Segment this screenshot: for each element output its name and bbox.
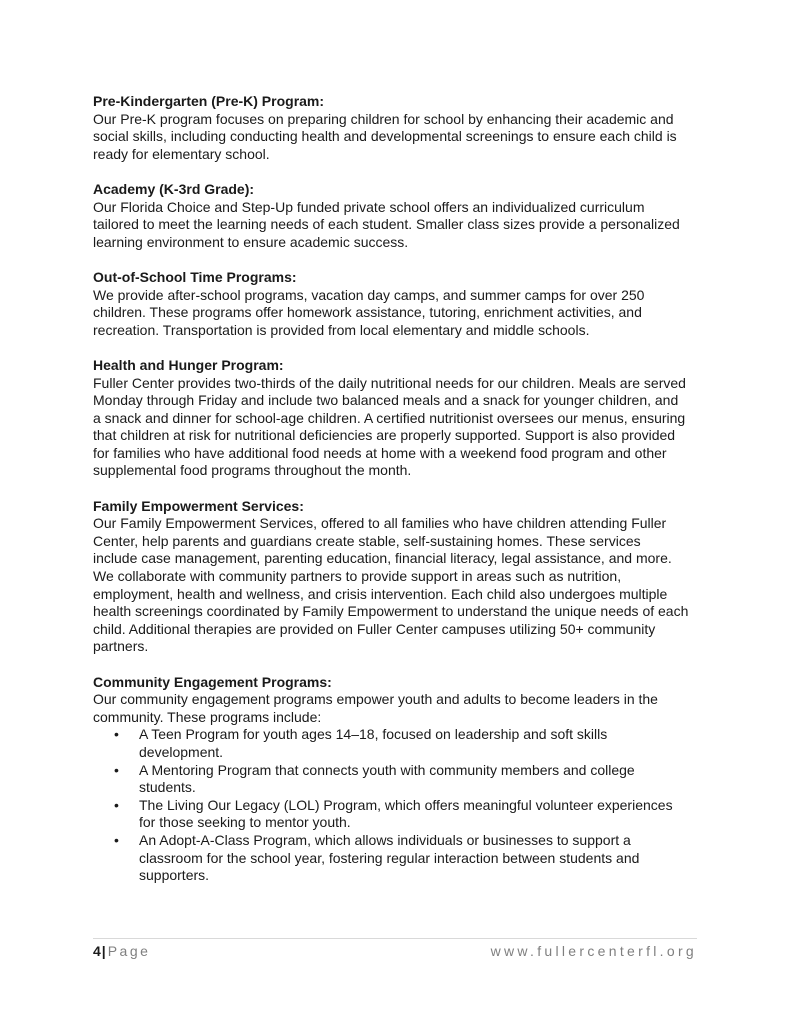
section-body (93, 691, 705, 726)
list-item-line: A Teen Program for youth ages 14–18, focused on leadership and soft skills (139, 726, 608, 743)
text-line: learning environment to ensure academic success. (93, 233, 409, 250)
bullet-icon: • (114, 761, 119, 778)
text-line: that children at risk for nutritional deficiencies are properly supported. Support is also provided (93, 427, 676, 444)
bullet-icon: • (114, 726, 119, 743)
list-item (93, 832, 705, 885)
section-heading: Out-of-School Time Programs: (93, 268, 297, 285)
bullet-icon: • (114, 831, 119, 848)
text-line: social skills, including conducting health and developmental screenings to ensure each child is (93, 128, 677, 145)
list-item (93, 762, 705, 797)
list-item-line: classroom for the school year, fostering regular interaction between students and (139, 849, 640, 866)
text-line: Our community engagement programs empower youth and adults to become leaders in the (93, 691, 658, 708)
section (93, 498, 705, 656)
section-body (93, 199, 705, 252)
page-separator: | (101, 943, 106, 959)
section (93, 357, 705, 480)
list-item-line: The Living Our Legacy (LOL) Program, which offers meaningful volunteer experiences (139, 796, 673, 813)
text-line: Monday through Friday and include two balanced meals and a snack for younger children, and (93, 392, 679, 409)
section-heading: Community Engagement Programs: (93, 673, 332, 690)
section-heading: Health and Hunger Program: (93, 356, 284, 373)
website-url: www.fullercenterfl.org (490, 943, 697, 959)
page-number-label (93, 943, 150, 959)
bullet-icon: • (114, 796, 119, 813)
text-line: recreation. Transportation is provided from local elementary and middle schools. (93, 321, 590, 338)
section-heading: Family Empowerment Services: (93, 497, 304, 514)
section (93, 674, 705, 885)
text-line: We collaborate with community partners to provide support in areas such as nutrition, (93, 568, 622, 585)
text-line: tailored to meet the learning needs of each student. Smaller class sizes provide a personalized (93, 216, 680, 233)
text-line: include case management, parenting education, financial literacy, legal assistance, and more. (93, 550, 672, 567)
list-item (93, 726, 705, 761)
section-body (93, 287, 705, 340)
text-line: Fuller Center provides two-thirds of the daily nutritional needs for our children. Meals are served (93, 374, 686, 391)
section-body (93, 375, 705, 481)
text-line: Our Pre-K program focuses on preparing children for school by enhancing their academic and (93, 110, 674, 127)
text-line: community. These programs include: (93, 708, 322, 725)
bullet-list (93, 726, 705, 884)
list-item-line: students. (139, 779, 196, 796)
list-item-line: development. (139, 743, 224, 760)
text-line: Our Florida Choice and Step-Up funded private school offers an individualized curriculum (93, 198, 645, 215)
text-line: children. These programs offer homework assistance, tutoring, enrichment activities, and (93, 304, 642, 321)
list-item-line: for those seeking to mentor youth. (139, 814, 351, 831)
text-line: We provide after-school programs, vacation day camps, and summer camps for over 250 (93, 286, 645, 303)
section-body (93, 515, 705, 656)
text-line: Our Family Empowerment Services, offered to all families who have children attending Fuller (93, 515, 667, 532)
section (93, 93, 705, 163)
list-item-line: An Adopt-A-Class Program, which allows individuals or businesses to support a (139, 831, 631, 848)
text-line: child. Additional therapies are provided on Fuller Center campuses utilizing 50+ community (93, 620, 656, 637)
text-line: employment, health and wellness, and crisis intervention. Each child also undergoes multiple (93, 585, 668, 602)
page-footer (93, 938, 697, 965)
section-heading: Pre-Kindergarten (Pre-K) Program: (93, 93, 325, 109)
list-item-line: A Mentoring Program that connects youth with community members and college (139, 761, 635, 778)
list-item (93, 797, 705, 832)
section-heading: Academy (K-3rd Grade): (93, 180, 255, 197)
text-line: health screenings coordinated by Family Empowerment to understand the unique needs of each (93, 603, 689, 620)
section (93, 269, 705, 339)
text-line: a snack and dinner for school-age children. A certified nutritionist oversees our menus, ensuring (93, 409, 686, 426)
page-number: 4 (93, 943, 101, 959)
document-body (93, 93, 705, 902)
list-item-line: supporters. (139, 867, 210, 884)
section-body (93, 111, 705, 164)
text-line: supplemental food programs throughout the month. (93, 462, 412, 479)
text-line: ready for elementary school. (93, 145, 270, 162)
text-line: Center, help parents and guardians create stable, self-sustaining homes. These services (93, 532, 641, 549)
section (93, 181, 705, 251)
text-line: partners. (93, 638, 149, 655)
text-line: for families who have additional food needs at home with a weekend food program and other (93, 444, 667, 461)
page-word: Page (107, 943, 151, 959)
